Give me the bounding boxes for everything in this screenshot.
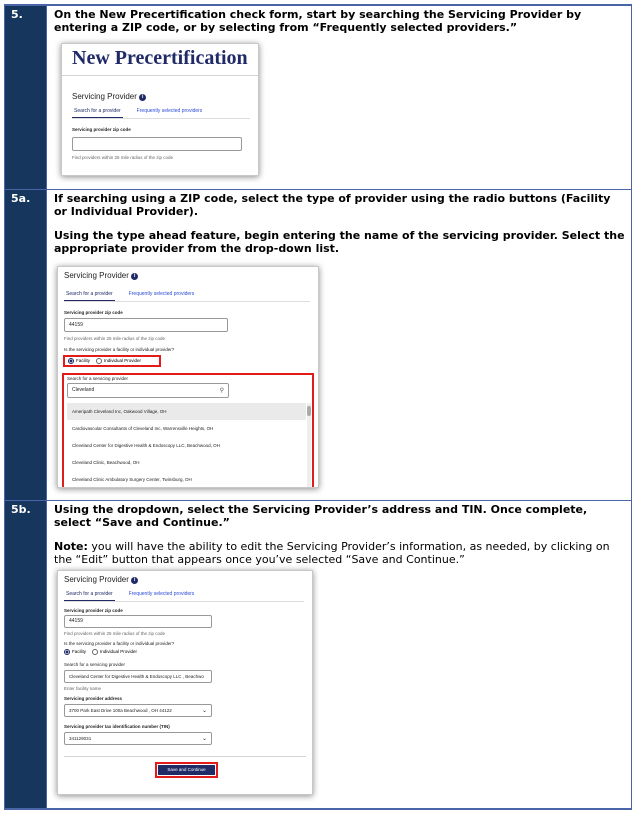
info-icon[interactable]: i: [131, 577, 138, 584]
search-label: Search for a servicing provider: [67, 375, 129, 381]
dropdown-option[interactable]: Cleveland Clinic Ambulatory Surgery Center, Twinsburg, OH: [72, 476, 192, 482]
provider-tabs: [64, 291, 310, 302]
info-icon[interactable]: i: [131, 273, 138, 280]
provider-tabs: [64, 591, 304, 602]
dropdown-option[interactable]: Cleveland Center for Digestive Health & Endoscopy LLC, Beachwood, OH: [72, 442, 220, 448]
provider-type-question: Is the servicing provider a facility or individual provider?: [64, 640, 175, 646]
dropdown-scrollbar[interactable]: [307, 403, 311, 487]
tab-frequent-providers[interactable]: Frequently selected providers: [128, 590, 195, 597]
zip-hint: Find providers within 25 mile radius of the zip code: [72, 155, 174, 160]
radio-selected-icon: [64, 649, 70, 655]
zip-label: Servicing provider zip code: [64, 309, 123, 315]
instructions-table: [4, 4, 632, 810]
zip-label: Servicing provider zip code: [64, 607, 123, 613]
step-number: 5a.: [5, 189, 47, 500]
radio-facility[interactable]: Facility: [64, 649, 86, 655]
step-instruction: On the New Precertification check form, start by searching the Servicing Provider by entering a ZIP code, or by selecting from “Frequently selected providers.”: [54, 8, 582, 34]
step-body: [47, 500, 632, 809]
step-body: [47, 189, 632, 500]
provider-type-question: Is the servicing provider a facility or individual provider?: [64, 346, 175, 352]
info-icon[interactable]: i: [139, 94, 146, 101]
section-heading: Servicing Provider i: [64, 271, 138, 280]
screenshot-provider-search: [57, 266, 319, 488]
step-instruction: If searching using a ZIP code, select the type of provider using the radio buttons (Facility or Individual Provider).: [54, 191, 611, 218]
provider-type-radios: [64, 649, 137, 655]
provider-search-input[interactable]: Cleveland Center for Digestive Health & Endoscopy LLC , Beachwo: [64, 670, 212, 683]
screenshot-new-precert: [61, 43, 259, 176]
search-icon[interactable]: ⚲: [219, 387, 224, 394]
step-body: [47, 5, 632, 189]
step-number: 5b.: [5, 500, 47, 809]
screenshot-provider-details: [57, 570, 313, 795]
tab-frequent-providers[interactable]: Frequently selected providers: [136, 108, 203, 114]
zip-input[interactable]: 44159: [64, 318, 228, 332]
provider-dropdown-list: [67, 403, 306, 488]
step-row: [5, 5, 632, 189]
tab-search-provider[interactable]: Search for a provider: [64, 591, 115, 601]
step-number: 5.: [5, 5, 47, 189]
tab-search-provider[interactable]: Search for a provider: [64, 291, 115, 301]
tin-label: Servicing provider tax identification number (TIN): [64, 723, 170, 729]
dropdown-option[interactable]: Cleveland Clinic, Beachwood, OH: [72, 459, 140, 465]
step-instruction-2: Using the type ahead feature, begin entering the name of the servicing provider. Select the appropriate provider from the drop-down list.: [54, 228, 625, 255]
note-text: you will have the ability to edit the Servicing Provider’s information, as needed, by clicking on the “Edit” button that appears once you’ve selected “Save and Continue.”: [54, 539, 610, 566]
zip-label: Servicing provider zip code: [72, 127, 131, 132]
step-note: [54, 540, 625, 566]
provider-type-radios: [63, 355, 161, 367]
radio-individual-provider[interactable]: Individual Provider: [92, 649, 137, 655]
provider-typeahead-highlight: [62, 373, 314, 488]
save-and-continue-button[interactable]: Save and Continue: [158, 765, 215, 775]
radio-facility[interactable]: Facility: [68, 358, 90, 364]
radio-individual-provider[interactable]: Individual Provider: [96, 358, 141, 364]
zip-input[interactable]: [72, 137, 242, 151]
step-row: [5, 500, 632, 809]
address-select[interactable]: 3700 Park East Drive 100a Beachwood , OH 44122 ⌄: [64, 704, 212, 717]
note-label: Note:: [54, 539, 88, 553]
tin-select[interactable]: 341129031 ⌄: [64, 732, 212, 745]
radio-selected-icon: [68, 358, 74, 364]
radio-empty-icon: [96, 358, 102, 364]
chevron-down-icon: ⌄: [201, 735, 207, 742]
provider-search-input[interactable]: Cleveland ⚲: [67, 383, 229, 398]
zip-hint: Find providers within 25 mile radius of the zip code: [64, 630, 166, 636]
radio-empty-icon: [92, 649, 98, 655]
save-button-highlight: [155, 762, 218, 778]
section-heading: Servicing Provider i: [72, 92, 146, 101]
search-label: Search for a servicing provider: [64, 661, 126, 667]
tab-frequent-providers[interactable]: Frequently selected providers: [128, 290, 195, 297]
zip-input[interactable]: 44159: [64, 615, 212, 628]
zip-hint: Find providers within 25 mile radius of the zip code: [64, 335, 166, 341]
tab-search-provider[interactable]: Search for a provider: [72, 108, 123, 118]
step-instruction: Using the dropdown, select the Servicing Provider’s address and TIN. Once complete, select “Save and Continue.”: [54, 502, 588, 529]
address-label: Servicing provider address: [64, 695, 123, 701]
page-title: New Precertification: [72, 47, 248, 69]
search-hint: Enter facility name: [64, 685, 102, 691]
dropdown-option[interactable]: Ameripath Cleveland Inc, Oakwood Village, OH: [67, 403, 306, 420]
step-row: [5, 189, 632, 500]
provider-tabs: [72, 108, 250, 119]
chevron-down-icon: ⌄: [201, 707, 207, 714]
dropdown-option[interactable]: Cardiovascular Consultants of Cleveland Inc, Warrensville Heights, OH: [72, 425, 214, 431]
section-heading: Servicing Provider i: [64, 575, 138, 584]
